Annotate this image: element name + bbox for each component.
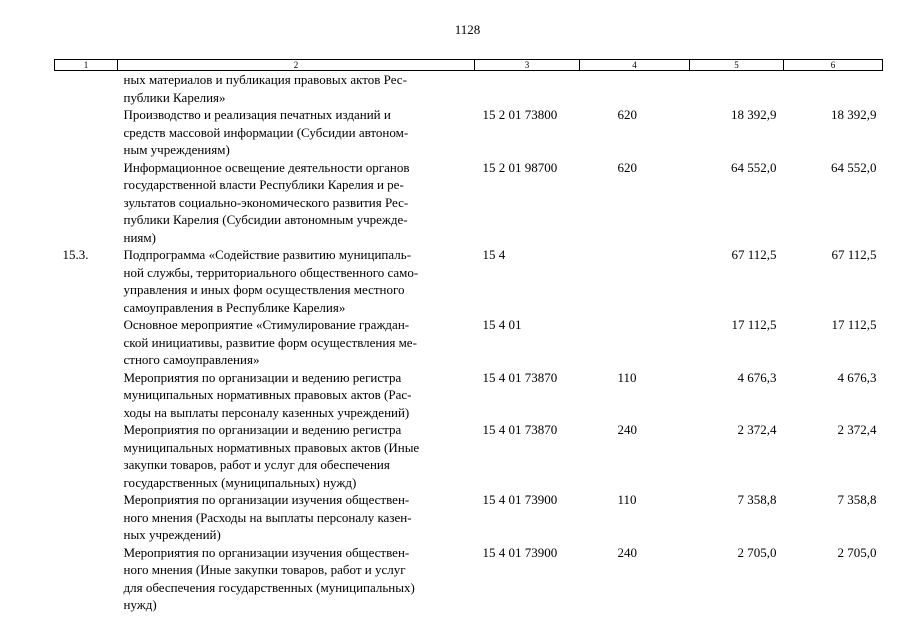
header-col-2: 2 [118,60,475,71]
table-row [55,71,883,107]
row-name [118,369,475,422]
row-name-line: ской инициативы, развитие форм осуществления ме- [123,334,417,350]
row-name-line: Мероприятия по организации и ведению регистра [123,422,402,437]
row-name-line: ниям) [123,229,156,245]
row-amount-1: 64 552,0 [731,159,777,175]
table-row [55,544,883,614]
row-code: 15 4 01 73900 [482,492,558,507]
header-col-1: 1 [55,60,118,71]
row-name-line: стного самоуправления» [123,352,260,367]
row-name-line: государственных (муниципальных) нужд) [123,474,357,490]
row-code: 15 4 01 73900 [482,544,558,560]
table-body [55,71,883,614]
row-expense-type: 110 [617,492,637,507]
row-name-line: ным учреждениям) [123,142,230,157]
table-header [55,60,883,71]
row-number [55,159,118,247]
row-number [55,106,118,159]
table-row [55,159,883,247]
row-expense-type [580,316,690,369]
row-amount-1: 4 676,3 [737,369,777,385]
row-number [55,544,118,614]
row-name-line: управления и иных форм осуществления местного [123,282,405,297]
row-name [118,246,475,316]
row-name [118,71,475,107]
row-name [118,159,475,247]
row-name-line: Мероприятия по организации изучения обществен- [123,544,410,560]
table-row [55,316,883,369]
row-name-line: для обеспечения государственных (муниципальных) [123,579,415,595]
row-amount-2 [784,71,883,107]
budget-table [54,59,883,614]
page-number: 1128 [454,22,481,37]
row-name-line: ной службы, территориального общественного само- [123,264,419,280]
row-expense-type: 240 [617,544,637,560]
table-row [55,491,883,544]
row-number [55,316,118,369]
row-expense-type: 620 [617,107,637,122]
row-name-line: Мероприятия по организации изучения обществен- [123,492,410,507]
row-name-line: Мероприятия по организации и ведению регистра [123,369,402,385]
row-code: 15 4 [482,247,506,262]
header-col-6: 6 [784,60,883,71]
row-code: 15 2 01 73800 [482,107,558,122]
row-number [55,421,118,491]
row-name-line: публики Карелия (Субсидии автономным учрежде- [123,212,408,227]
row-name-line: Подпрограмма «Содействие развитию муниципаль- [123,247,412,262]
table-row [55,106,883,159]
row-amount-1: 7 358,8 [737,492,777,507]
row-name [118,316,475,369]
row-expense-type: 240 [617,422,637,437]
header-col-5: 5 [690,60,784,71]
row-name-line: ных учреждений) [123,527,221,542]
row-name-line: Информационное освещение деятельности органов [123,159,410,175]
row-name-line: Производство и реализация печатных изданий и [123,107,391,122]
row-amount-1: 2 705,0 [737,544,777,560]
row-name-line: муниципальных нормативных правовых актов (Иные [123,439,420,455]
row-number [55,71,118,107]
row-expense-type [580,71,690,107]
row-code: 15 4 01 73870 [482,369,558,385]
row-expense-type: 110 [617,369,637,385]
row-name [118,544,475,614]
table-row [55,246,883,316]
row-name-line: ных материалов и публикация правовых актов Рес- [123,72,407,87]
row-name-line: муниципальных нормативных правовых актов (Рас- [123,387,412,402]
row-name-line: самоуправления в Республике Карелия» [123,299,346,315]
row-name-line: ного мнения (Иные закупки товаров, работ и услуг [123,562,406,577]
row-name-line: публики Карелия» [123,89,226,105]
row-amount-2: 17 112,5 [831,317,877,332]
row-name-line: средств массовой информации (Субсидии автоном- [123,124,409,140]
row-name [118,106,475,159]
row-amount-1: 2 372,4 [737,422,777,437]
row-name-line: ного мнения (Расходы на выплаты персоналу казен- [123,509,412,525]
header-col-3: 3 [475,60,580,71]
row-name-line: ходы на выплаты персоналу казенных учреждений) [123,404,410,420]
row-amount-2: 7 358,8 [837,492,877,507]
row-number: 15.3. [62,247,89,262]
row-code: 15 2 01 98700 [482,159,558,175]
row-number [55,491,118,544]
row-name-line: государственной власти Республики Карелия и ре- [123,177,404,192]
row-code [475,71,580,107]
row-name [118,491,475,544]
header-row [55,60,883,71]
table-row [55,421,883,491]
row-name-line: закупки товаров, работ и услуг для обеспечения [123,457,390,472]
row-expense-type: 620 [617,159,637,175]
row-code: 15 4 01 [482,317,522,332]
row-amount-2: 67 112,5 [831,247,877,262]
row-amount-2: 4 676,3 [837,369,877,385]
row-name [118,421,475,491]
table-row [55,369,883,422]
row-code: 15 4 01 73870 [482,422,558,437]
row-expense-type [580,246,690,316]
row-amount-1: 17 112,5 [731,317,777,332]
row-amount-2: 2 372,4 [837,422,877,437]
row-name-line: нужд) [123,597,157,612]
row-amount-2: 64 552,0 [831,159,877,175]
row-number [55,369,118,422]
row-amount-2: 2 705,0 [837,544,877,560]
row-amount-1: 67 112,5 [731,247,777,262]
row-name-line: Основное мероприятие «Стимулирование граждан- [123,317,410,332]
row-amount-2: 18 392,9 [831,107,877,122]
row-amount-1: 18 392,9 [731,107,777,122]
row-name-line: зультатов социально-экономического развития Рес- [123,194,409,210]
header-col-4: 4 [580,60,690,71]
row-amount-1 [690,71,784,107]
